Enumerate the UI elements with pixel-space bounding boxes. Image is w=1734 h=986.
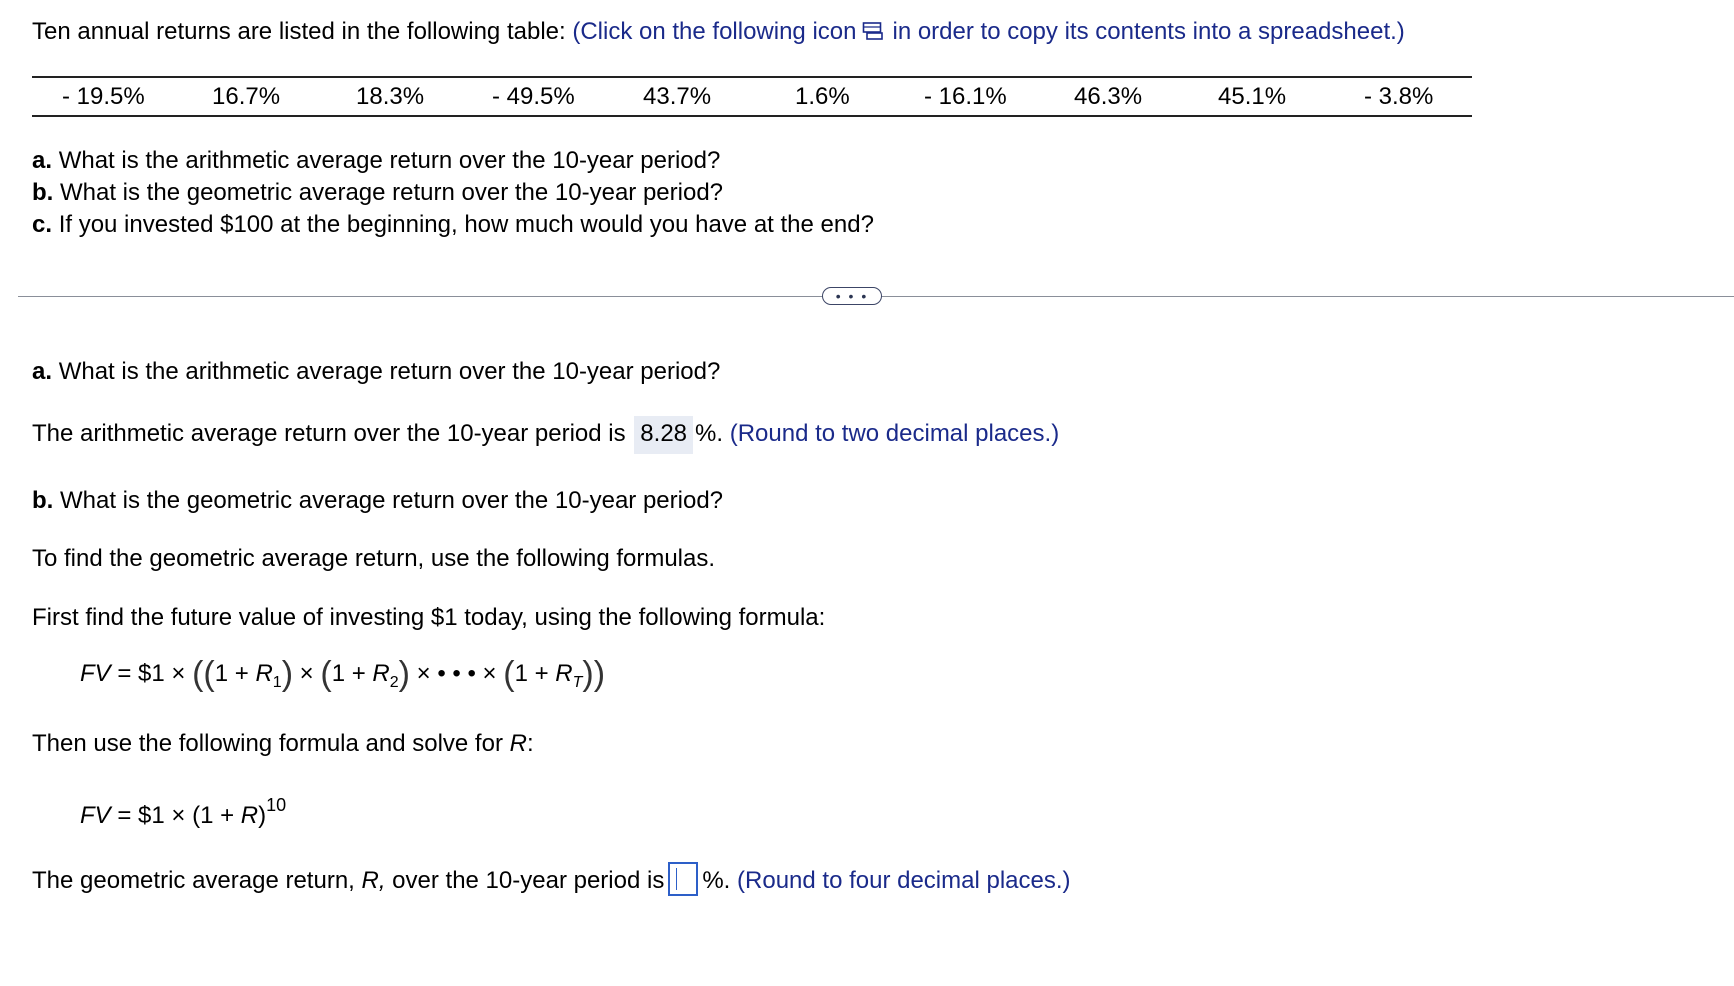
- intro-hint-after: in order to copy its contents into a spreadsheet.): [892, 18, 1405, 45]
- part-a-answer-field[interactable]: 8.28: [634, 416, 693, 454]
- question-b: [32, 179, 723, 207]
- part-b-hint: (Round to four decimal places.): [737, 867, 1071, 894]
- table-bottom-rule: [32, 115, 1472, 117]
- question-a-letter: a.: [32, 147, 53, 174]
- question-a-text: What is the arithmetic average return over the 10-year period?: [58, 147, 721, 174]
- part-b-question: What is the geometric average return over the 10-year period?: [60, 487, 724, 514]
- table-cell: - 49.5%: [492, 83, 575, 110]
- table-cell: 16.7%: [212, 83, 281, 110]
- part-b-sentence-before: The geometric average return,: [32, 867, 355, 894]
- part-b-instruction-3: [32, 730, 534, 758]
- instruction-3-end: :: [526, 730, 534, 757]
- intro-text: Ten annual returns are listed in the following table:: [32, 18, 566, 45]
- part-b-answer-line: [32, 862, 1071, 896]
- question-c-letter: c.: [32, 211, 53, 238]
- question-c: [32, 211, 874, 239]
- table-cell: - 3.8%: [1364, 83, 1434, 110]
- table-cell: - 19.5%: [62, 83, 145, 110]
- question-a: [32, 147, 720, 175]
- table-top-rule: [32, 76, 1472, 78]
- table-cell: 1.6%: [795, 83, 850, 110]
- question-b-text: What is the geometric average return over the 10-year period?: [60, 179, 724, 206]
- table-cell: 18.3%: [356, 83, 425, 110]
- part-a-letter: a.: [32, 358, 53, 385]
- part-a-unit: %.: [695, 420, 724, 447]
- intro-line: [32, 18, 1405, 46]
- more-options-button[interactable]: • • •: [822, 287, 882, 305]
- part-a-sentence: The arithmetic average return over the 10-year period is: [32, 420, 626, 447]
- part-a-heading: [32, 358, 720, 386]
- table-cell: 45.1%: [1218, 83, 1287, 110]
- part-b-heading: [32, 487, 723, 515]
- instruction-3-var: R: [509, 730, 527, 757]
- part-b-unit: %.: [702, 867, 731, 894]
- part-b-instruction-2: First find the future value of investing $1 today, using the following formula:: [32, 604, 826, 631]
- table-cell: 46.3%: [1074, 83, 1143, 110]
- table-cell: 43.7%: [643, 83, 712, 110]
- part-b-sentence-mid: over the 10-year period is: [392, 867, 665, 894]
- geometric-return-input[interactable]: [668, 862, 698, 896]
- part-b-instruction-1: To find the geometric average return, use the following formulas.: [32, 545, 716, 572]
- part-a-answer-line: [32, 416, 1059, 454]
- part-b-letter: b.: [32, 487, 54, 514]
- part-a-question: What is the arithmetic average return over the 10-year period?: [58, 358, 721, 385]
- instruction-3-text: Then use the following formula and solve for: [32, 730, 503, 757]
- intro-hint-before: (Click on the following icon: [572, 18, 857, 45]
- part-a-hint: (Round to two decimal places.): [729, 420, 1060, 447]
- part-b-sentence-var: R,: [361, 867, 386, 894]
- table-cell: - 16.1%: [924, 83, 1007, 110]
- fv-formula-expanded: FV = $1 × ($(1 + R_1) \times (1 + R_2)$ × • • • × $(1 + R_T)$): [80, 655, 606, 693]
- question-b-letter: b.: [32, 179, 54, 206]
- question-c-text: If you invested $100 at the beginning, how much would you have at the end?: [58, 211, 874, 238]
- copy-to-spreadsheet-icon[interactable]: [862, 20, 884, 40]
- input-caret: [676, 868, 677, 890]
- fv-formula-compact: FV = $1 × $(1 + R)^{10}$: [80, 795, 287, 829]
